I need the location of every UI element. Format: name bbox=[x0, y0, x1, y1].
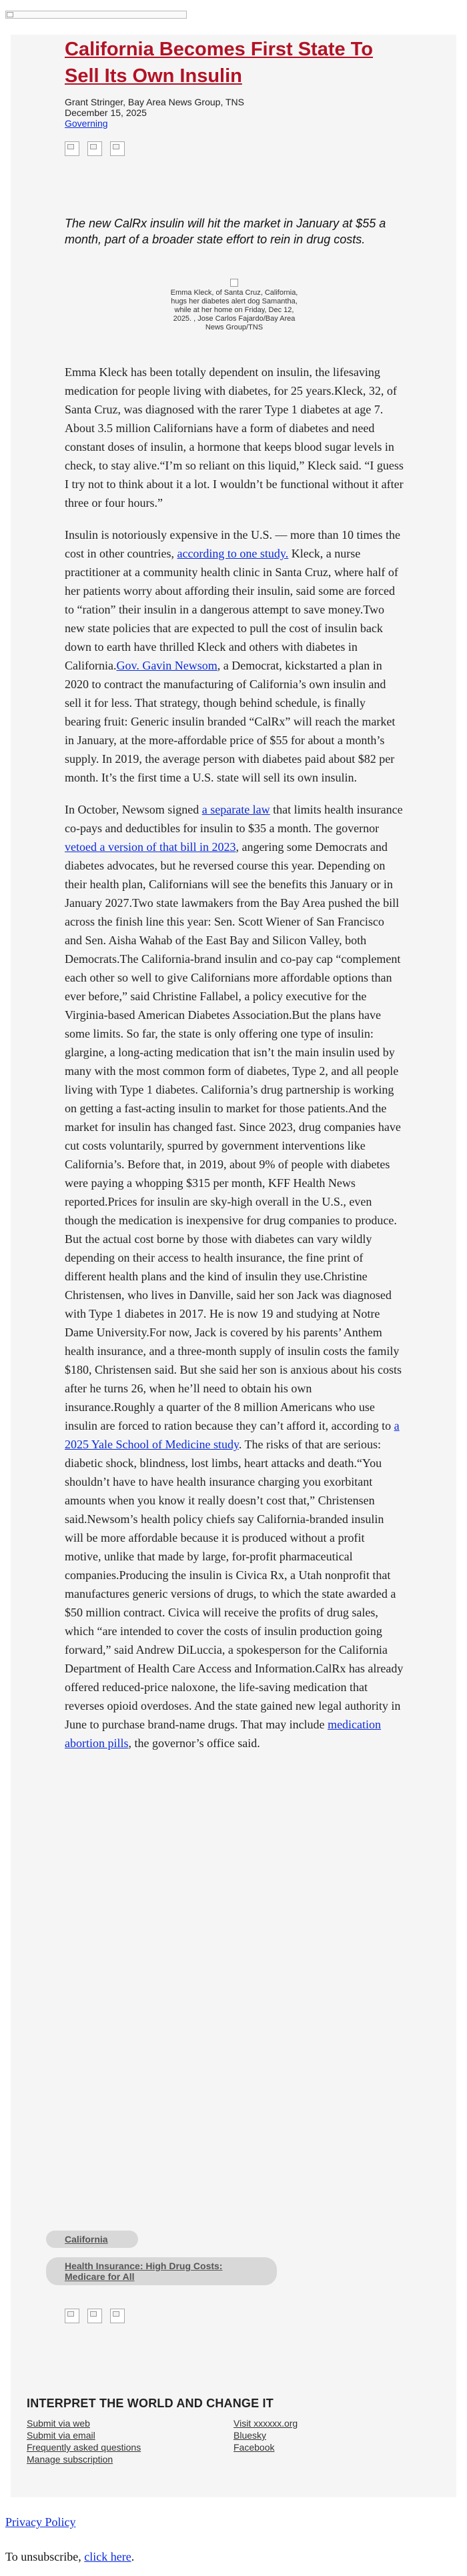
paragraph-3: In October, Newsom signed a separate law that limits health insurance co-pays and deductibles for insulin to $35 a month. The governor vetoed a version of that bill in 2023, angering some Democrats and diabetes advocates, but he reversed course this year. Depending on their health plan, Californians will see the benefits this January or in January 2027.Two state lawmakers from the Bay Area pushed the bill across the finish line this year: Sen. Scott Wiener of San Francisco and Sen. Aisha Wahab of the East Bay and Silicon Valley, both Democrats.The California-brand insulin and co-pay cap “complement each other so well to give Californians more affordable options than ever before,” said Christine Fallabel, a policy executive for the Virginia-based American Diabetes Association.But the plans have some limits. So far, the state is only offering one type of insulin: glargine, a long-acting medication that isn’t the main insulin used by many with the most common form of diabetes, Type 2, and all people living with Type 1 diabetes. California’s drug partnership is working on getting a fast-acting insulin to market for those patients.And the market for insulin has changed fast. Since 2023, drug companies have cut costs voluntarily, spurred by government interventions like California’s. Before that, in 2019, about 9% of people with diabetes were paying a whopping $315 per month, KFF Health News reported.Prices for insulin are sky-high overall in the U.S., even though the medication is inexpensive for drug companies to produce. But the actual cost borne by those with diabetes can vary wildly depending on their access to health insurance, the fine print of different health plans and the kind of insulin they use.Christine Christensen, who lives in Danville, said her son Jack was diagnosed with Type 1 diabetes in 2017. He is now 19 and studying at Notre Dame University.For now, Jack is covered by his parents’ Anthem health insurance, and a three-month supply of insulin costs the family $180, Christensen said. But she said her son is anxious about his costs after he turns 26, when he’ll need to obtain his own insurance.Roughly a quarter of the 8 million Americans who use insulin are forced to ration because they can’t afford it, according to a 2025 Yale School of Medicine study. The risks of that are serious: diabetic shock, blindness, lost limbs, heart attacks and death.“You shouldn’t have to have health insurance charging you exorbitant amounts when you know it really doesn’t cost that,” Christensen said.Newsom’s health policy chiefs say California-branded insulin will be more affordable because it is produced without a profit motive, unlike that made by large, for-profit pharmaceutical companies.Producing the insulin is Civica Rx, a Utah nonprofit that manufactures generic versions of drugs, to which the state awarded a $50 million contract. Civica will receive the profits of drug sales, which “are intended to cover the costs of insulin production going forward,” said Andrew DiLuccia, a spokesperson for the California Department of Health Care Access and Information.CalRx has already offered reduced-price naloxone, the life-saving medication that reverses opioid overdoses. And the state gained new legal authority in June to purchase brand-name drugs. That may include medication abortion pills, the governor’s office said. bbox=[65, 803, 404, 1750]
submit-email-link[interactable]: Submit via email bbox=[27, 2430, 95, 2441]
tag-california[interactable]: California bbox=[46, 2231, 138, 2248]
broken-image-icon bbox=[230, 279, 238, 287]
share-icon-1[interactable] bbox=[65, 2309, 79, 2323]
visit-site-link[interactable]: Visit xxxxxx.org bbox=[234, 2418, 298, 2429]
article-dek: The new CalRx insulin will hit the market in January at $55 a month, part of a broader state effort to rein in drug costs. bbox=[65, 217, 386, 246]
share-icon-3[interactable] bbox=[110, 141, 125, 156]
headline-link[interactable]: California Becomes First State To Sell Its Own Insulin bbox=[65, 39, 373, 87]
section-link[interactable]: Governing bbox=[65, 118, 108, 129]
byline: Grant Stringer, Bay Area News Group, TNS bbox=[65, 97, 244, 107]
separate-law-link[interactable]: a separate law bbox=[201, 803, 270, 816]
footer-right-links bbox=[234, 2417, 440, 2465]
footer-title: INTERPRET THE WORLD AND CHANGE IT bbox=[27, 2397, 274, 2410]
manage-subscription-link[interactable]: Manage subscription bbox=[27, 2454, 113, 2465]
share-icon-1[interactable] bbox=[65, 141, 79, 156]
broken-image-icon bbox=[7, 12, 13, 17]
article-photo bbox=[65, 278, 404, 332]
paragraph-1: Emma Kleck has been totally dependent on insulin, the lifesaving medication for people living with diabetes, for 25 years.Kleck, 32, of Santa Cruz, was diagnosed with the rarer Type 1 diabetes at age 7. About 3.5 million Californians have a form of diabetes and need constant doses of insulin, a hormone that keeps blood sugar levels in check, to stay alive.“I’m so reliant on this liquid,” Kleck said. “I guess I try not to think about it a lot. I wouldn’t be functional without it after three or four hours.” bbox=[65, 365, 404, 509]
unsubscribe-link[interactable]: click here bbox=[84, 2550, 131, 2563]
date: December 15, 2025 bbox=[65, 107, 147, 118]
faq-link[interactable]: Frequently asked questions bbox=[27, 2442, 141, 2453]
facebook-link[interactable]: Facebook bbox=[234, 2442, 275, 2453]
photo-caption: Emma Kleck, of Santa Cruz, California, hugs her diabetes alert dog Samantha, while at her home on Friday, Dec 12, 2025. , Jose Carlos Fajardo/Bay Area News Group/TNS bbox=[170, 289, 298, 331]
share-icon-3[interactable] bbox=[110, 2309, 125, 2323]
vetoed-bill-link[interactable]: vetoed a version of that bill in 2023 bbox=[65, 840, 236, 854]
share-buttons-bottom bbox=[65, 2309, 125, 2323]
privacy-line bbox=[5, 2514, 76, 2530]
newsletter-card bbox=[11, 35, 456, 2497]
yale-study-link[interactable]: a 2025 Yale School of Medicine study bbox=[65, 1419, 400, 1451]
bluesky-link[interactable]: Bluesky bbox=[234, 2430, 267, 2441]
headline bbox=[65, 36, 404, 89]
abortion-pills-link[interactable]: medication abortion pills bbox=[65, 1718, 382, 1750]
submit-web-link[interactable]: Submit via web bbox=[27, 2418, 90, 2429]
privacy-policy-link[interactable]: Privacy Policy bbox=[5, 2515, 76, 2529]
share-icon-2[interactable] bbox=[87, 2309, 102, 2323]
share-buttons-top bbox=[65, 141, 125, 156]
newsom-link[interactable]: Gov. Gavin Newsom bbox=[116, 659, 217, 672]
article-body bbox=[65, 363, 404, 1766]
article-meta bbox=[65, 97, 244, 129]
newsletter-footer bbox=[27, 2396, 440, 2465]
unsubscribe-line: To unsubscribe, click here. bbox=[5, 2550, 135, 2563]
study-link[interactable]: according to one study. bbox=[177, 547, 289, 560]
share-icon-2[interactable] bbox=[87, 141, 102, 156]
tag-health-insurance[interactable]: Health Insurance: High Drug Costs: Medicare for All bbox=[46, 2257, 277, 2285]
footer-left-links bbox=[27, 2417, 234, 2465]
top-logo-image bbox=[5, 11, 187, 19]
paragraph-2: Insulin is notoriously expensive in the U.S. — more than 10 times the cost in other countries, according to one study. Kleck, a nurse practitioner at a community health clinic in Santa Cruz, where half of her patients worry about affording their insulin, said some are forced to “ration” their insulin in a dangerous attempt to save money.Two new state policies that are expected to pull the cost of insulin back down to earth have thrilled Kleck and others with diabetes in California.Gov. Gavin Newsom, a Democrat, kickstarted a plan in 2020 to contract the manufacturing of California’s own insulin and sell it for less. That strategy, though behind schedule, is finally bearing fruit: Generic insulin branded “CalRx” will reach the market in January, at the more-affordable price of $55 for about a month’s supply. In 2019, the average person with diabetes paid about $82 per month. It’s the first time a U.S. state will sell its own insulin. bbox=[65, 528, 400, 784]
